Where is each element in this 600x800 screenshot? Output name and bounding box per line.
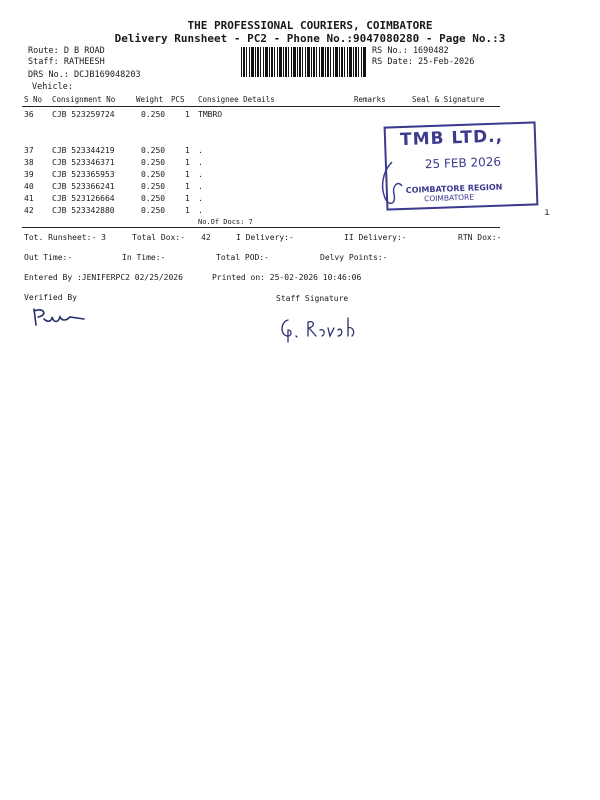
col-weight: Weight: [136, 95, 164, 104]
row-weight: 0.250: [141, 146, 166, 155]
row-weight: 0.250: [141, 170, 166, 179]
row-consignment: CJB 523342880: [52, 206, 115, 215]
row-consignee: .: [198, 158, 203, 167]
rs-number: RS No.: 1690482: [372, 46, 449, 56]
stamp-city: COIMBATORE: [423, 192, 475, 204]
row-sno: 40: [24, 182, 34, 191]
table-row: [0, 206, 600, 217]
out-time: Out Time:-: [24, 253, 73, 262]
in-time: In Time:-: [122, 253, 166, 262]
stamp-region: COIMBATORE REGION: [405, 182, 503, 195]
row-consignee: .: [198, 146, 203, 155]
row-consignment: CJB 523259724: [52, 110, 115, 119]
row-consignment: CJB 523126664: [52, 194, 115, 203]
col-pcs: PCS: [171, 95, 185, 104]
stamp-date: 25 FEB 2026: [424, 154, 502, 172]
row-pcs: 1: [185, 182, 190, 191]
row-consignee: .: [198, 206, 203, 215]
tot-runsheet: Tot. Runsheet:- 3: [24, 233, 106, 242]
row-sno: 39: [24, 170, 34, 179]
printed-on: Printed on: 25-02-2026 10:46:06: [212, 273, 362, 282]
row-sno: 36: [24, 110, 34, 119]
i-delivery: I Delivery:-: [236, 233, 294, 242]
staff-signature-label: Staff Signature: [276, 294, 349, 303]
row-weight: 0.250: [141, 110, 166, 119]
page-subtitle: Delivery Runsheet - PC2 - Phone No.:9047080280 - Page No.:3: [114, 32, 506, 45]
stamp-company: TMB LTD.,: [399, 126, 504, 151]
drs-number: DRS No.: DCJB169048203: [28, 70, 141, 80]
row-weight: 0.250: [141, 194, 166, 203]
row-pcs: 1: [185, 146, 190, 155]
total-dox-value: 42: [201, 233, 211, 242]
table-bottom-divider: [22, 227, 500, 228]
row-pcs: 1: [185, 110, 190, 119]
col-consignment: Consignment No: [52, 95, 116, 104]
row-sno: 38: [24, 158, 34, 167]
route-label: Route: D B ROAD: [28, 46, 105, 56]
row-consignment: CJB 523346371: [52, 158, 115, 167]
row-weight: 0.250: [141, 182, 166, 191]
row-consignee: .: [198, 194, 203, 203]
ii-delivery: II Delivery:-: [344, 233, 407, 242]
row-consignee: TMBRO: [198, 110, 223, 119]
row-weight: 0.250: [141, 206, 166, 215]
row-pcs: 1: [185, 194, 190, 203]
entered-by: Entered By :JENIFERPC2 02/25/2026: [24, 273, 183, 282]
stamp-signature-scribble: [378, 160, 408, 210]
total-dox-label: Total Dox:-: [132, 233, 185, 242]
col-consignee: Consignee Details: [198, 95, 275, 104]
row-pcs: 1: [185, 206, 190, 215]
row-consignment: CJB 523365953: [52, 170, 115, 179]
row-consignee: .: [198, 170, 203, 179]
delvy-points: Delvy Points:-: [320, 253, 388, 262]
page-title: THE PROFESSIONAL COURIERS, COIMBATORE: [187, 19, 433, 32]
row-consignment: CJB 523366241: [52, 182, 115, 191]
rtn-dox: RTN Dox:-: [458, 233, 502, 242]
row-pcs: 1: [185, 158, 190, 167]
row-sno: 42: [24, 206, 34, 215]
col-remarks: Remarks: [354, 95, 386, 104]
table-row: [0, 110, 600, 121]
row-pcs: 1: [185, 170, 190, 179]
col-sno: S No: [24, 95, 43, 104]
staff-label: Staff: RATHEESH: [28, 57, 105, 67]
row-sno: 41: [24, 194, 34, 203]
header-divider: [22, 106, 500, 107]
verified-by-signature: [30, 305, 90, 331]
vehicle-label: Vehicle:: [32, 82, 73, 92]
staff-signature-handwriting: [276, 314, 376, 344]
rs-date: RS Date: 25-Feb-2026: [372, 57, 475, 67]
row-sno: 37: [24, 146, 34, 155]
total-pod: Total POD:-: [216, 253, 269, 262]
verified-by-label: Verified By: [24, 293, 77, 302]
barcode: [241, 47, 367, 77]
row-consignment: CJB 523344219: [52, 146, 115, 155]
no-of-docs: No.Of Docs: 7: [198, 218, 253, 226]
tick-mark: ı: [544, 207, 551, 218]
col-seal-signature: Seal & Signature: [412, 95, 485, 104]
row-weight: 0.250: [141, 158, 166, 167]
row-consignee: .: [198, 182, 203, 191]
